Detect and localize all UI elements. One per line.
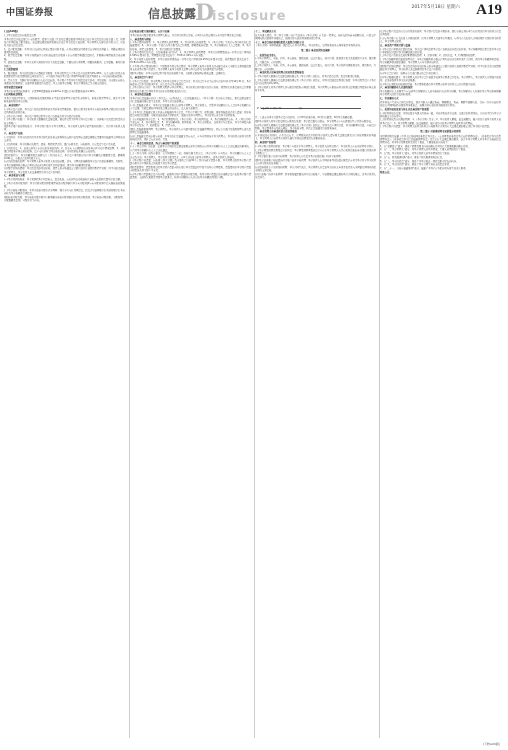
- newspaper-name: 中国证券报: [6, 8, 54, 18]
- paragraph: 3、在“四、基金托管人”部分，对基金托管人的基本情况进行了更新。: [380, 152, 452, 156]
- paragraph: (三)基金财产的账户：基金托管人根据相关法律法规、规范性文件为本基金开立资金账户、证券账户以及投资所需的其他专用账户。: [4, 118, 125, 125]
- masthead: [0, 0, 508, 27]
- paragraph: 各方当事人同意，因《基金合同》而产生的或与《基金合同》有关的一切争议，如经友好协商未能解决的，应提交中国国际经济贸易仲裁委员会，按照其时有效的仲裁规则进行仲裁。: [255, 33, 376, 40]
- paragraph: (一)基金资产净值的计算和复核：基金资产净值是指基金资产总值减去负债后的价值。基金份额净值是指计算日基金资产净值除以计算日基金份额总数后的价值。: [380, 47, 501, 54]
- paragraph: (四)清算费用：清算费用是指基金财产清算小组在进行基金清算过程中发生的所有合理费用，清算费用由基金财产清算小组优先从基金财产中支付。: [130, 166, 251, 173]
- section-title-initial: D: [195, 0, 215, 26]
- paragraph: 6、在“九、基金的业绩”部分，更新了基金合同生效以来的投资业绩。: [380, 163, 452, 167]
- paragraph: 本基金的业绩比较基准为：沪深300指数收益率×60%+中债综合全价指数收益率×40%。: [4, 89, 97, 93]
- section-heading: 特此公告。: [380, 170, 392, 174]
- paragraph: (五)债券托管专户的开设和管理：基金合同生效后，基金管理人负责以基金的名义申请并取得进入全国银行间同业拆借市场的交易资格。: [255, 166, 376, 173]
- section-heading: 二、基金托管人对基金管理人的业务监督和核查: [255, 71, 304, 75]
- paragraph: (二)基金资产净值：基金资产净值是指基金资产总值减去基金负债后的价值。: [4, 114, 83, 118]
- paragraph: (四)基金财产的保管和处分：本基金财产独立于基金管理人、基金托管人和基金销售机构的财产，并由基金托管人保管。: [4, 125, 125, 132]
- paragraph: (一)基金管理人：名称、住所、办公地址、邮政编码、法定代表人、成立日期、批准设立机关及批准设立文号、组织形式、注册资本、存续期间。: [255, 57, 376, 64]
- paragraph: 本基金收益分配方案由基金管理人拟定，并由基金托管人复核，在2日内在指定媒介公告并报中国证监会备案。: [130, 33, 244, 37]
- paragraph: (三)公开披露的基金信息：1、基金招募说明书、《基金合同》、基金托管协议；2、基金份额发售公告；3、《基金合同》生效公告；4、基金净值信息；5、基金份额申购、赎回价格；6、基金定期报告，包括基金年度报告、基金中期报告和基金季度报告；7、临时报告；8、澄清公告。: [130, 117, 251, 128]
- section-heading: 五、基金的财产: [4, 104, 21, 107]
- paragraph: (七)基金定期报告的编制和复核：基金财务报表由基金管理人和基金托管人每月分别独立编制。: [380, 82, 478, 86]
- section-heading: 十二、争议解决方式: [255, 30, 276, 33]
- paragraph: (三)基金托管人对基金管理人参与银行间债券市场进行监督，基金管理人应事先向基金托管人提供银行间债券市场交易对手名单。: [255, 85, 376, 92]
- paragraph: 1、在“重要提示”部分，更新了招募说明书内容的截止日期及有关财务数据的截止日期。: [380, 144, 471, 148]
- paragraph: (二)基金可供分配利润：基金可供分配利润指截至收益分配基准日基金未分配利润与未分配利润中已实现收益的孰低数。: [4, 181, 125, 188]
- paragraph: 因本协议产生或与之相关的争议，双方当事人应通过协商、调解解决，协商、调解不能解决的，任何一方均有权将争议提交中国国际经济贸易仲裁委员会，按照其时有效的仲裁规则进行仲裁。: [380, 100, 501, 107]
- paragraph: 2、在“三、基金管理人”部分，对基金管理人的基本情况、主要人员情况进行了更新。: [380, 148, 468, 152]
- section-heading: 六、基金资产估值: [4, 132, 23, 136]
- section-heading: 六、基金份额持有人名册的保管: [380, 86, 413, 90]
- paragraph: (八)与基金财产有关的重大合同的保管：由基金管理人代表基金签署的、与基金有关的重大合同的原件分别由基金托管人、基金管理人保管。: [380, 36, 501, 44]
- paragraph: (二)基金托管人根据有关法律法规的规定及《基金合同》的约定，对基金投融资比例进行监督：本基金股票资产占基金资产的比例为0%-95%。: [255, 78, 376, 85]
- section-heading: 十、基金的信息披露: [130, 93, 151, 97]
- paragraph: (一)信息披露义务人：本基金信息披露义务人包括基金管理人、基金托管人、召集基金份额持有人大会的基金份额持有人等法律、行政法规和中国证监会规定的自然人、法人和其他组织。: [130, 104, 251, 111]
- section-heading: 九、基金的会计与审计: [130, 75, 154, 79]
- issue-date: 2017年5月18日 星期六: [411, 5, 460, 10]
- paragraph: (五)信息披露文件的存放与查阅：本基金的信息披露文件公布后，应当分别置备于基金管理人、基金托管人和基金销售机构的住所，供社会公众查阅、复制。: [130, 134, 251, 141]
- paragraph: (七)基金财产投资的有关有价凭证的保管：基金财产投资的实物证券、银行存款定期存单等有价凭证由基金托管人负责妥善保管。: [380, 30, 501, 37]
- paragraph: (四)基金税收：本基金运作过程中涉及的各纳税主体，其纳税义务按国家税收法律、法规执行。: [130, 72, 228, 76]
- paragraph: (一)估值日：本基金的估值日为本基金相关的证券交易场所的交易日以及国家法律法规规定需要对外披露基金净值的非交易日。: [4, 135, 125, 143]
- paragraph: 5、在“八、基金的投资”部分，更新了本基金最近一期投资组合报告的内容。: [380, 159, 459, 163]
- article-columns: [4, 30, 504, 738]
- paragraph: 《基金合同》可印制成册，供投资人在基金管理人、基金托管人、销售机构的办公场所和营业场所查阅。: [255, 44, 363, 48]
- paragraph: (二)基金托管人：名称、住所、办公地址、邮政编码、法定代表人、成立日期、基金托管业务批准文号、组织形式、注册资本、存续期间。: [255, 64, 376, 71]
- section-heading: 七、争议解决方式: [380, 97, 399, 101]
- text-column-4: [379, 30, 501, 738]
- section-heading: 十三、基金合同存放地和投资人取得合同的方式: [255, 40, 304, 44]
- paragraph: (六)基金账册的建立：基金管理人进行基金会计核算并编制基金财务会计报告。基金管理人、基金托管人分别独立地设置、记录和保管本基金的全套账册。: [380, 75, 501, 82]
- formula-text: P = ∑ (Pi × Qi) / N ……………… (1): [257, 107, 303, 110]
- paragraph: (五)基金会计制度：按国家有关部门规定的会计制度执行。: [380, 72, 441, 76]
- paragraph: (四)基金证券账户和结算备付金账户的开立和管理：基金托管人在中国证券登记结算有限责任公司为基金开立基金托管人与基金联名的证券账户。: [255, 159, 376, 166]
- section-heading: 第二部分 基金托管协议摘要: [301, 49, 330, 53]
- paragraph: 3、债券投资策略：本基金采用久期控制下的主动投资策略，主要包括久期管理、期限结构配置、信用策略、相对价值判断等。: [4, 61, 125, 68]
- paragraph: (一)基金会计政策：基金管理人为本基金的基金会计责任方；基金的会计年度为公历年度的1月1日至12月31日；基金核算以人民币为记账本位币，以人民币元为记账单位。: [130, 79, 251, 86]
- text-column-3: [254, 30, 376, 738]
- paragraph: (三)基金财产的清算：基金管理人和基金托管人应按照基金合同及有关法律法规的规定进行基金财产的清算。: [380, 125, 492, 129]
- paragraph: 注：上述公式用于计算基金资产的估值，其中Pi为证券价格，Qi为持有数量，N为基金份额总数。: [255, 116, 355, 119]
- section-title-cn: 信息披露: [148, 7, 197, 21]
- section-heading: (三)投资限制: [4, 68, 18, 72]
- paragraph: (一)基金费用的种类：1、基金管理人的管理费；2、基金托管人的托管费；3、《基金合同》生效后与基金相关的信息披露费用；4、《基金合同》生效后与基金相关的会计师费、律师费和诉讼费；5、基金份额持有人大会费用；6、基金的证券、期货交易费用；7、基金的银行汇划费用。: [130, 41, 251, 51]
- paragraph: (一)托管协议的变更：本协议双方当事人经协商一致，可以对协议进行变更。变更后的托管协议，其内容不得与基金合同的规定有任何冲突。: [380, 111, 501, 118]
- paragraph: (一)基金利润的构成：基金利润指基金利息收入、投资收益、公允价值变动收益和其他收入扣除相关费用后的余额。: [4, 178, 123, 181]
- paragraph: (三)基金收益分配原则：本基金收益分配方式分两种：现金分红与红利再投资，投资者可选择现金红利或将现金红利自动转为基金份额进行再投资。: [4, 188, 125, 195]
- section-heading: (四)业绩比较基准: [4, 85, 23, 89]
- paragraph: 2、基金托管人的托管费：本基金的托管费按前一日基金资产净值的0.25%的年费率计提。托管费的计算方法如下：H=E×0.25%÷当年天数。: [130, 58, 251, 65]
- paragraph: 2、禁止行为：为维护基金份额持有人的合法权益，基金财产不得用于下列投资或者活动：承销证券；违反规定向他人贷款或者提供担保；从事承担无限责任的投资；买卖其他基金份额，但是中国证监会另有规定的除外。: [4, 78, 125, 86]
- section-heading: 八、基金费用与税收: [130, 37, 151, 41]
- section-heading: 十一、基金合同的变更、终止与基金财产的清算: [130, 141, 179, 145]
- section-heading: 八、托管协议的变更与终止以及基金财产的清算: [380, 107, 429, 111]
- section-title-en: isclosure: [212, 9, 287, 24]
- paragraph: (三)基金财产的清算：自出现《基金合同》终止事由之日起30个工作日内成立清算小组，基金管理人组织基金财产清算小组并在中国证监会的监督下进行基金清算。: [130, 159, 251, 166]
- section-heading: 三、基金管理人对基金托管人的业务核查: [255, 130, 297, 134]
- paragraph: (五)基金财产清算剩余资产的分配：依据基金财产清算的分配方案，将基金财产清算后的全部剩余资产扣除基金财产清算费用、交纳所欠税款并清偿基金债务后，按基金份额持有人持有的基金份额比例进行分配。: [130, 173, 251, 180]
- paragraph: (六)暂停估值的情形：基金投资所涉及的证券、期货交易市场遇法定节假日或因其他原因暂停营业时；因不可抗力致使基金管理人、基金托管人无法准确评估基金资产价值时。: [4, 167, 125, 174]
- section-heading: 五、基金资产净值计算与复核: [380, 43, 411, 47]
- paragraph: (二)本基金信息披露义务人承诺公开披露的基金信息，不得有下列行为：虚假记载、误导性陈述或者重大遗漏；对证券投资业绩进行预测；违规承诺收益或者承担损失；诋毁其他基金管理人、基金托管人或者基金销售机构。: [130, 110, 251, 118]
- paragraph: 7、在“二十一、其他应披露事项”部分，披露了本基金在本报告期内发生的重大事项。: [380, 167, 468, 171]
- paragraph: (一)基金财产保管的原则：基金财产应独立于基金管理人、基金托管人的固有财产；基金托管人应安全保管基金财产。: [255, 144, 376, 148]
- paragraph: 1、资产配置策略：本基金综合运用定性和定量的分析手段，在对宏观经济因素进行充分研究的基础上，判断宏观经济周期所处阶段。: [4, 47, 125, 54]
- section-heading: 第三部分 对招募说明书更新部分的说明: [420, 129, 461, 133]
- paragraph: (六)其他账户的开立和管理：因业务发展需要而开立的其他账户，可以根据法律法规和基金合同的规定，由基金托管人负责开立。: [255, 173, 376, 180]
- section-heading: 一、托管协议当事人: [255, 53, 276, 57]
- paragraph: (三)基金份额净值错误的处理方式：当基金份额净值小数点后4位以内(含第4位)发生差错时，视为基金份额净值错误；基金份额净值出现错误时，基金管理人应当立即予以纠正。: [380, 58, 501, 65]
- continuation-note: (下转A20版): [482, 742, 500, 746]
- paragraph: (三)基金银行账户的开立和管理：基金托管人应负责本基金的银行账户的开立和管理。: [255, 155, 343, 159]
- paragraph: (二)基金费用计提方法、计提标准和支付方式：1、基金管理人的管理费：本基金的管理费按前一日基金资产净值的1.50%年费率计提。管理费的计算方法如下：H=E×1.50%÷当年天数。: [130, 51, 251, 58]
- text-column-1: [4, 30, 125, 738]
- paragraph: (三)不列入基金费用的项目：下列费用不列入基金费用：基金管理人和基金托管人因未履行或未完全履行义务导致的费用支出或基金财产的损失；基金管理人和基金托管人处理与基金运作无关的事项发生的费用。: [130, 65, 251, 72]
- paragraph: 基金份额持有人名册至少应包括基金份额持有人的名称和持有的基金份额。基金份额持有人名册由基金登记机构根据基金管理人的指令编制和保管。: [380, 90, 501, 97]
- paragraph: (五)基金托管人根据有关法律法规的规定及《基金合同》的约定，对基金资产净值计算、基金份额净值计算、应收资金到账、基金费用开支及收入确定、基金收益分配、相关信息披露进行监督和核查。: [255, 123, 376, 130]
- paragraph: (一)基金托管人根据有关法律法规的规定及《基金合同》的约定，对基金投资范围、投资对象进行监督。: [255, 75, 362, 79]
- paragraph: (四)基金托管人对基金投资银行存款进行监督：基金投资银行存款前，基金管理人应与存款银行签订具体存款协议。: [255, 119, 374, 123]
- paragraph: 本基金为混合型基金，其预期收益及预期风险水平高于债券型基金和货币市场基金，但低于股票型基金，属于中等风险收益特征的基金品种。: [4, 97, 125, 104]
- paragraph: 本招募说明书依据《中华人民共和国证券投资基金法》、《公开募集证券投资基金运作管理办法》、《证券投资基金销售管理办法》、《证券投资基金信息披露管理办法》及其它有关法律法规的要求，结合本基金管理人对本基金实施的投资管理活动，对本基金招募说明书进行了更新，主要更新的内容如下：: [380, 134, 501, 144]
- paragraph: (四)收益分配方案：基金收益分配方案中应载明截止收益分配基准日的可供分配利润、基金收益分配对象、分配时间、分配数额及比例、分配方式等内容。: [4, 195, 125, 202]
- paragraph: (四)估值程序：基金份额净值是按照每个工作日闭市后，基金资产净值除以当日基金份额的余额数量计算，精确到0.001元，小数点后第4位四舍五入。: [4, 153, 125, 160]
- section-heading: (上接A18版): [4, 30, 19, 33]
- section-heading: (五)风险收益特征: [4, 93, 23, 97]
- paragraph: (二)基金的投资方向和投资范围: [4, 33, 37, 37]
- paragraph: (一)基金资产总值：基金资产总值是指购买的各类证券及票据价值、银行存款本息和基金应收的申购基金款以及其他投资所形成的价值总和。: [4, 107, 125, 114]
- page-number: A19: [476, 2, 502, 18]
- paragraph: (三)估值方法：1、证券交易所上市的有价证券的估值；2、处于未上市期间的有价证券应区分如下情况处理；3、全国银行间债券市场交易的债券、资产支持证券等固定收益品种，采用估值技术确定公允价值。: [4, 146, 125, 153]
- paragraph: 在本协议的有效期内，在不违反公平、合理原则以及不妨碍基金托管人遵守相关法律法规及其行业监管要求的基础上，基金管理人有权对基金托管人履行本协议的情况进行必要的核查。: [255, 134, 376, 141]
- paragraph: 本基金的信息披露应符合《基金法》、《运作办法》、《信息披露办法》、《基金合同》及其他有关规定。相关法律法规关于信息披露的规定发生变化时，本基金从其最新规定。: [130, 97, 251, 104]
- paragraph: (五)估值错误的处理：基金管理人和基金托管人将采取必要、适当、合理的措施确保基金资产估值的准确性、及时性。当基金份额净值小数点后4位以内(含第4位)发生估值错误时，视为基金份额净值错误。: [4, 160, 125, 167]
- text-column-2: [129, 30, 251, 738]
- paragraph: (二)托管协议终止出现的情形：1、《基金合同》终止；2、基金托管人解散、依法被撤销、破产或由其他基金托管人接管基金资产；3、基金管理人解散、依法被撤销、破产或由其他基金管理人接管基金管理权。: [380, 118, 501, 125]
- paragraph: (二)基金资产估值方法和特殊情形的处理：1、估值对象；2、估值方法；3、特殊情形的处理。: [380, 54, 478, 58]
- paragraph: 4、在“五、相关服务机构”部分，更新了相关服务机构的信息。: [380, 155, 445, 159]
- paragraph: (二)基金的年度审计：基金管理人聘请与基金管理人、基金托管人相互独立的具有证券、期货相关业务资格的会计师事务所及其注册会计师对本基金的年度财务报表进行审计。: [130, 86, 251, 93]
- paragraph: (四)信息披露事务管理：基金管理人、基金托管人应当建立健全信息披露管理制度，指定专门部门及高级管理人员负责管理信息披露事务。: [130, 127, 251, 135]
- section-heading: (五)收益分配方案的确定、公告与实施: [130, 30, 170, 33]
- paragraph: (二)基金募集期间及募集资金的验资：基金募集期间募集的资金应存于基金管理人在具有托管资格的商业银行开设的基金募集专户。: [255, 148, 376, 155]
- section-heading: 四、基金财产的保管: [255, 141, 276, 145]
- paragraph: (二)估值对象：基金所拥有的股票、债券、股指期货合约、银行存款本息、应收款项、其它投资等资产及负债。: [4, 142, 118, 146]
- paragraph: 本基金投资于依法发行上市的股票、债券等金融工具以及法律法规或中国证监会允许基金投资的其他金融工具，但须符合中国证监会相关规定。如法律法规或监管机构以后允许基金投资其他品种，基金管理人在履行适当程序后，可以将其纳入投资范围。: [4, 37, 125, 47]
- formula-block: [255, 95, 376, 113]
- section-heading: 七、基金收益与分配: [4, 174, 25, 178]
- paragraph: 1、组合限制：基金的投资组合应遵循以下限制：本基金股票资产占基金资产的比例为0%-95%；每个交易日日终在扣除股指期货合约需缴纳的交易保证金后，应当保持不低于基金资产净值5%的现金或者到期日在一年以内的政府债券。: [4, 72, 125, 79]
- paragraph: (四)暂停估值的情形：基金投资所涉及的证券交易市场遇法定节假日或因其他原因暂停营业时；因不可抗力或其他情形致使基金管理人、基金托管人无法准确评估基金资产价值时。: [380, 65, 501, 72]
- paragraph: (二)《基金合同》的终止事由：有下列情形之一的，经履行相关程序后，《基金合同》应当终止：基金份额持有人大会决定终止的；基金管理人、基金托管人职责终止，在6个月内没有新基金管理人、新基金托管人承接的。: [130, 152, 251, 159]
- paragraph: 2、股票投资策略：本基金将精选具有持续成长能力的优质上市公司股票构建投资组合，并根据市场情况进行动态调整。: [4, 54, 125, 61]
- paragraph: (一)《基金合同》的变更：变更基金合同涉及法律法规规定或本合同约定应经基金份额持有人大会决议通过的事项的，应召开基金份额持有人大会决议通过。: [130, 145, 251, 152]
